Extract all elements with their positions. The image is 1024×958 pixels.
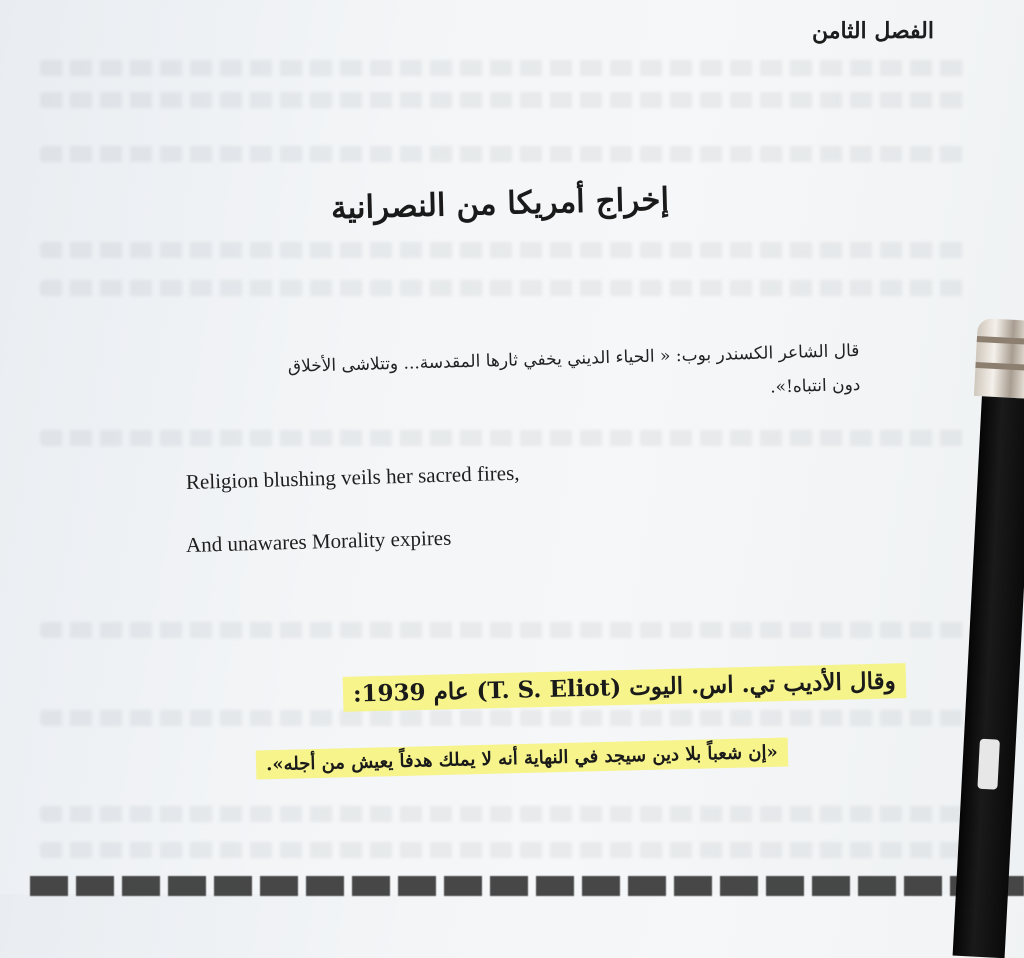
eliot-quote-highlighted: «إن شعباً بلا دين سيجد في النهاية أنه لا يملك هدفاً يعيش من أجله». bbox=[256, 738, 788, 780]
show-through-text bbox=[40, 242, 964, 258]
show-through-text bbox=[40, 622, 964, 638]
verse-line-2: And unawares Morality expires bbox=[185, 525, 452, 557]
show-through-text bbox=[40, 806, 964, 822]
pope-quote-line-1: قال الشاعر الكسندر بوب: « الحياء الديني يخفي ثارها المقدسة... وتتلاشى الأخلاق bbox=[287, 340, 860, 377]
show-through-text bbox=[40, 92, 964, 108]
page-title: إخراج أمريكا من النصرانية bbox=[330, 181, 670, 227]
show-through-text bbox=[40, 430, 964, 446]
show-through-text bbox=[40, 710, 964, 726]
cut-off-text-line bbox=[30, 876, 1024, 896]
show-through-text bbox=[40, 60, 964, 76]
pen-cap bbox=[974, 318, 1024, 399]
show-through-text bbox=[40, 280, 964, 296]
pen-clip bbox=[977, 739, 1000, 790]
show-through-text bbox=[40, 842, 964, 858]
verse-line-1: Religion blushing veils her sacred fires, bbox=[185, 460, 520, 494]
eliot-intro-highlighted: وقال الأديب تي. اس. اليوت (T. S. Eliot) عام 1939: bbox=[343, 663, 906, 712]
pen bbox=[947, 318, 1024, 920]
show-through-text bbox=[40, 146, 964, 162]
pope-quote bbox=[139, 334, 861, 422]
pope-quote-line-2: دون انتباه!». bbox=[769, 374, 861, 398]
chapter-header: الفصل الثامن bbox=[811, 18, 934, 44]
pen-body bbox=[953, 396, 1024, 958]
